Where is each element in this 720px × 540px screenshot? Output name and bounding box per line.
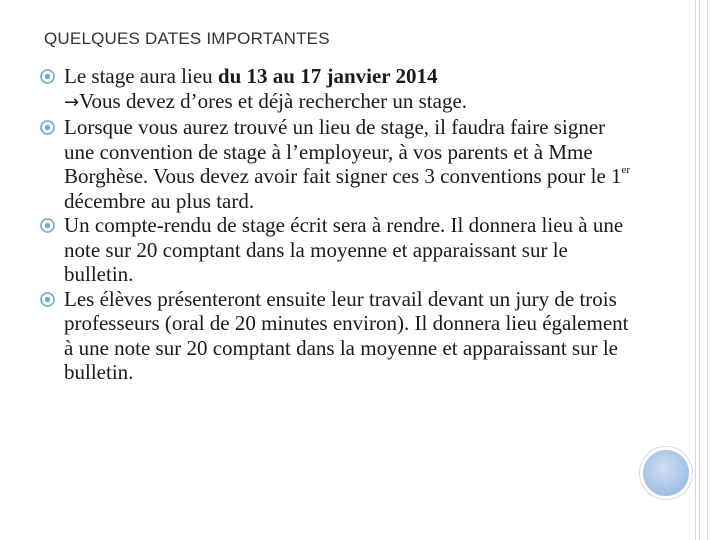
bullet-text: Lorsque vous aurez trouvé un lieu de stage, il faudra faire signer une convention de stage à l’employeur, à vos parents et à Mme Borghèse. Vous devez avoir fait signer ces 3 conventions pour le 1: [64, 115, 622, 188]
right-arrow-icon: →: [64, 91, 80, 113]
circle-bullet-icon: [40, 115, 64, 139]
bullet-text-bold: du 13 au 17 janvier 2014: [217, 64, 438, 88]
bullet-item-convention: [40, 115, 640, 213]
bullet-item-stage-dates: [40, 64, 640, 115]
circle-bullet-icon: [40, 213, 64, 237]
bullet-text: Vous devez d’ores et déjà rechercher un stage.: [79, 88, 468, 113]
bullet-item-report: [40, 213, 640, 287]
decorative-circle-icon: [640, 447, 692, 499]
bullet-text: Un compte-rendu de stage écrit sera à rendre. Il donnera lieu à une note sur 20 comptant dans la moyenne et apparaissant sur le bulletin.: [64, 213, 624, 286]
decorative-line: [699, 0, 700, 540]
bullet-item-oral: [40, 287, 640, 385]
circle-bullet-icon: [40, 64, 64, 88]
slide-title: QUELQUES DATES IMPORTANTES: [44, 29, 330, 48]
decorative-line: [707, 0, 708, 540]
bullet-text: Le stage aura lieu: [64, 64, 218, 88]
circle-bullet-icon: [40, 287, 64, 311]
bullet-text: Les élèves présenteront ensuite leur travail devant un jury de trois professeurs (oral de 20 minutes environ). Il donnera lieu également à une note sur 20 comptant dans la moyenne et apparaissant sur le bulletin.: [64, 286, 629, 384]
superscript: er: [621, 164, 631, 176]
decorative-line: [695, 0, 696, 540]
bullet-list: [40, 64, 640, 385]
bullet-text: décembre au plus tard.: [64, 188, 255, 213]
